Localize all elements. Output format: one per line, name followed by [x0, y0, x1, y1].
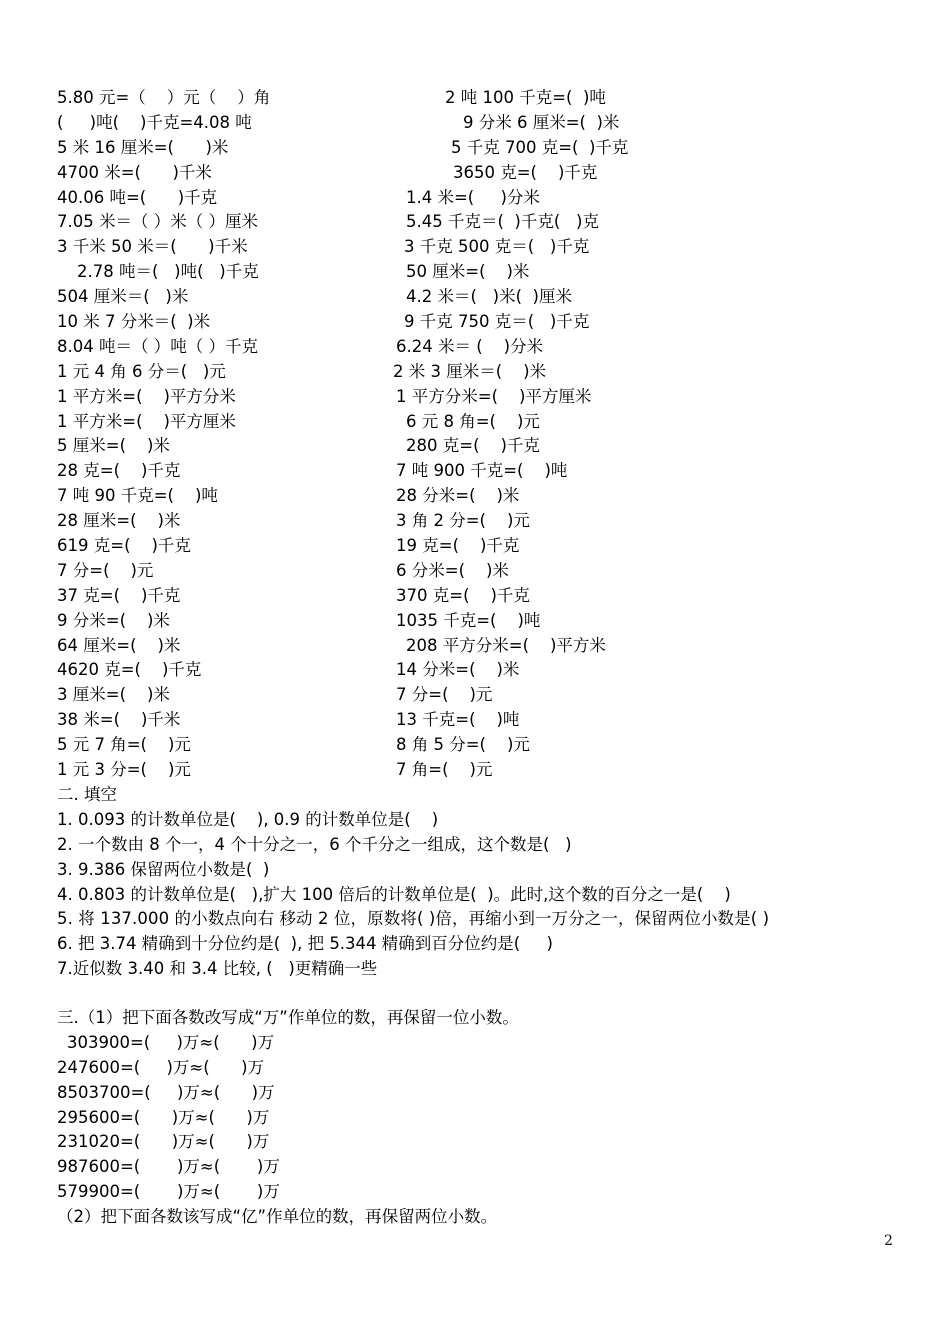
page-number: 2 [884, 1233, 893, 1249]
conversion-right: 28 分米=( )米 [396, 486, 520, 506]
conversion-left: 5.80 元=（ ）元（ ）角 [57, 88, 271, 107]
conversion-right: 3 角 2 分=( )元 [396, 511, 530, 531]
rewrite-item: 8503700=( )万≈( )万 [57, 1082, 275, 1102]
question-1: 1. 0.093 的计数单位是( ), 0.9 的计数单位是( ) [57, 809, 439, 829]
rewrite-items [57, 1031, 907, 1205]
conversion-left: 28 厘米=( )米 [57, 511, 181, 531]
conversion-row [57, 310, 917, 335]
conversion-right: 8 角 5 分=( )元 [396, 735, 530, 755]
conversion-row [57, 509, 917, 534]
conversion-left: 9 分米=( )米 [57, 610, 170, 630]
conversion-left: 7.05 米＝（ ）米（ ）厘米 [57, 212, 258, 232]
conversion-right: 6 分米=( )米 [396, 560, 509, 580]
conversion-row [57, 733, 917, 758]
conversion-row [57, 385, 917, 410]
conversion-row [57, 459, 917, 484]
conversion-left: 28 克=( )千克 [57, 461, 181, 481]
conversion-left: 1 平方米=( )平方分米 [57, 386, 236, 406]
conversion-left: 40.06 吨=( )千克 [57, 187, 218, 207]
conversion-left: 10 米 7 分米＝( )米 [57, 312, 211, 332]
conversion-row [57, 111, 917, 136]
section-heading: 三.（1）把下面各数改写成“万”作单位的数，再保留一位小数。 [57, 1008, 519, 1027]
conversion-row [57, 410, 917, 435]
rewrite-item: 303900=( )万≈( )万 [67, 1032, 275, 1052]
conversion-row [57, 484, 917, 509]
conversion-left: 5 元 7 角=( )元 [57, 735, 191, 755]
conversion-row [57, 534, 917, 559]
conversion-row [57, 559, 917, 584]
conversion-right: 3 千克 500 克＝( )千克 [404, 237, 590, 257]
conversion-right: 6 元 8 角=( )元 [406, 411, 540, 431]
conversion-right: 14 分米=( )米 [396, 660, 520, 680]
conversion-right: 2 米 3 厘米＝( )米 [393, 361, 547, 381]
conversion-right: 3650 克=( )千克 [453, 162, 598, 182]
rewrite-item: 247600=( )万≈( )万 [57, 1057, 265, 1077]
conversion-left: 64 厘米=( )米 [57, 635, 181, 655]
conversion-row [57, 634, 917, 659]
rewrite-item: 579900=( )万≈( )万 [57, 1182, 280, 1202]
conversion-left: 38 米=( )千米 [57, 710, 181, 730]
conversion-right: 50 厘米=( )米 [406, 262, 530, 282]
conversion-left: 1 元 3 分=( )元 [57, 760, 191, 780]
conversion-row [57, 708, 917, 733]
conversion-right: 208 平方分米=( )平方米 [406, 635, 606, 655]
conversion-row [57, 584, 917, 609]
unit-conversion-list [57, 86, 917, 783]
conversion-row [57, 186, 917, 211]
conversion-row [57, 285, 917, 310]
conversion-row [57, 136, 917, 161]
rewrite-item: 295600=( )万≈( )万 [57, 1107, 270, 1127]
conversion-right: 370 克=( )千克 [396, 585, 530, 605]
section-subheading: （2）把下面各数该写成“亿”作单位的数，再保留两位小数。 [57, 1207, 498, 1227]
question-5: 5. 将 137.000 的小数点向右 移动 2 位，原数将( )倍，再缩小到一万分之一，保留两位小数是( ) [57, 909, 770, 929]
conversion-row [57, 161, 917, 186]
rewrite-item: 987600=( )万≈( )万 [57, 1157, 280, 1177]
conversion-right: 280 克=( )千克 [406, 436, 540, 456]
conversion-left: 4620 克=( )千克 [57, 660, 202, 680]
conversion-left: 1 平方米=( )平方厘米 [57, 411, 236, 431]
conversion-row [57, 609, 917, 634]
conversion-left: 8.04 吨＝（ ）吨（ ）千克 [57, 336, 258, 356]
conversion-left: 504 厘米＝( )米 [57, 287, 189, 307]
conversion-right: 6.24 米＝ ( )分米 [396, 336, 544, 356]
question-3: 3. 9.386 保留两位小数是( ) [57, 859, 270, 879]
rewrite-item: 231020=( )万≈( )万 [57, 1132, 270, 1152]
conversion-row [57, 210, 917, 235]
conversion-row [57, 260, 917, 285]
conversion-right: 9 分米 6 厘米=( )米 [463, 112, 620, 132]
conversion-left: 2.78 吨＝( )吨( )千克 [77, 262, 259, 282]
question-6: 6. 把 3.74 精确到十分位约是( ), 把 5.344 精确到百分位约是( ) [57, 934, 553, 954]
conversion-left: 3 厘米=( )米 [57, 685, 170, 705]
rewrite-section [57, 1006, 907, 1230]
conversion-left: 7 吨 90 千克=( )吨 [57, 486, 218, 506]
conversion-row [57, 235, 917, 260]
fill-in-section [57, 783, 907, 982]
conversion-left: 7 分=( )元 [57, 560, 154, 580]
conversion-right: 5 千克 700 克=( )千克 [451, 137, 629, 157]
section-heading: 二. 填空 [57, 785, 117, 804]
question-4: 4. 0.803 的计数单位是( ),扩大 100 倍后的计数单位是( )。此时,这个数的百分之一是( ) [57, 884, 731, 904]
conversion-row [57, 683, 917, 708]
conversion-right: 19 克=( )千克 [396, 536, 520, 556]
conversion-left: 619 克=( )千克 [57, 536, 191, 556]
conversion-left: 4700 米=( )千米 [57, 162, 212, 182]
conversion-right: 5.45 千克＝( )千克( )克 [406, 212, 599, 232]
question-2: 2. 一个数由 8 个一，4 个十分之一，6 个千分之一组成，这个数是( ) [57, 834, 572, 854]
conversion-row [57, 360, 917, 385]
conversion-right: 1035 千克=( )吨 [396, 610, 541, 630]
conversion-right: 13 千克=( )吨 [396, 710, 520, 730]
conversion-row [57, 335, 917, 360]
conversion-left: 37 克=( )千克 [57, 585, 181, 605]
conversion-left: 1 元 4 角 6 分＝( )元 [57, 361, 226, 381]
conversion-left: 5 米 16 厘米=( )米 [57, 137, 229, 157]
conversion-left: 3 千米 50 米＝( )千米 [57, 237, 248, 257]
conversion-left: 5 厘米=( )米 [57, 436, 170, 456]
conversion-right: 7 吨 900 千克=( )吨 [396, 461, 568, 481]
question-7: 7.近似数 3.40 和 3.4 比较, ( )更精确一些 [57, 959, 378, 979]
conversion-right: 4.2 米＝( )米( )厘米 [406, 287, 572, 307]
conversion-row [57, 434, 917, 459]
conversion-row [57, 86, 917, 111]
conversion-right: 2 吨 100 千克=( )吨 [445, 88, 606, 107]
conversion-right: 9 千克 750 克＝( )千克 [404, 312, 590, 332]
conversion-right: 1.4 米=( )分米 [406, 187, 540, 207]
conversion-right: 1 平方分米=( )平方厘米 [396, 386, 592, 406]
conversion-right: 7 分=( )元 [396, 685, 493, 705]
conversion-right: 7 角=( )元 [396, 760, 493, 780]
conversion-row [57, 658, 917, 683]
conversion-left: ( )吨( )千克=4.08 吨 [57, 112, 252, 132]
conversion-row [57, 758, 917, 783]
